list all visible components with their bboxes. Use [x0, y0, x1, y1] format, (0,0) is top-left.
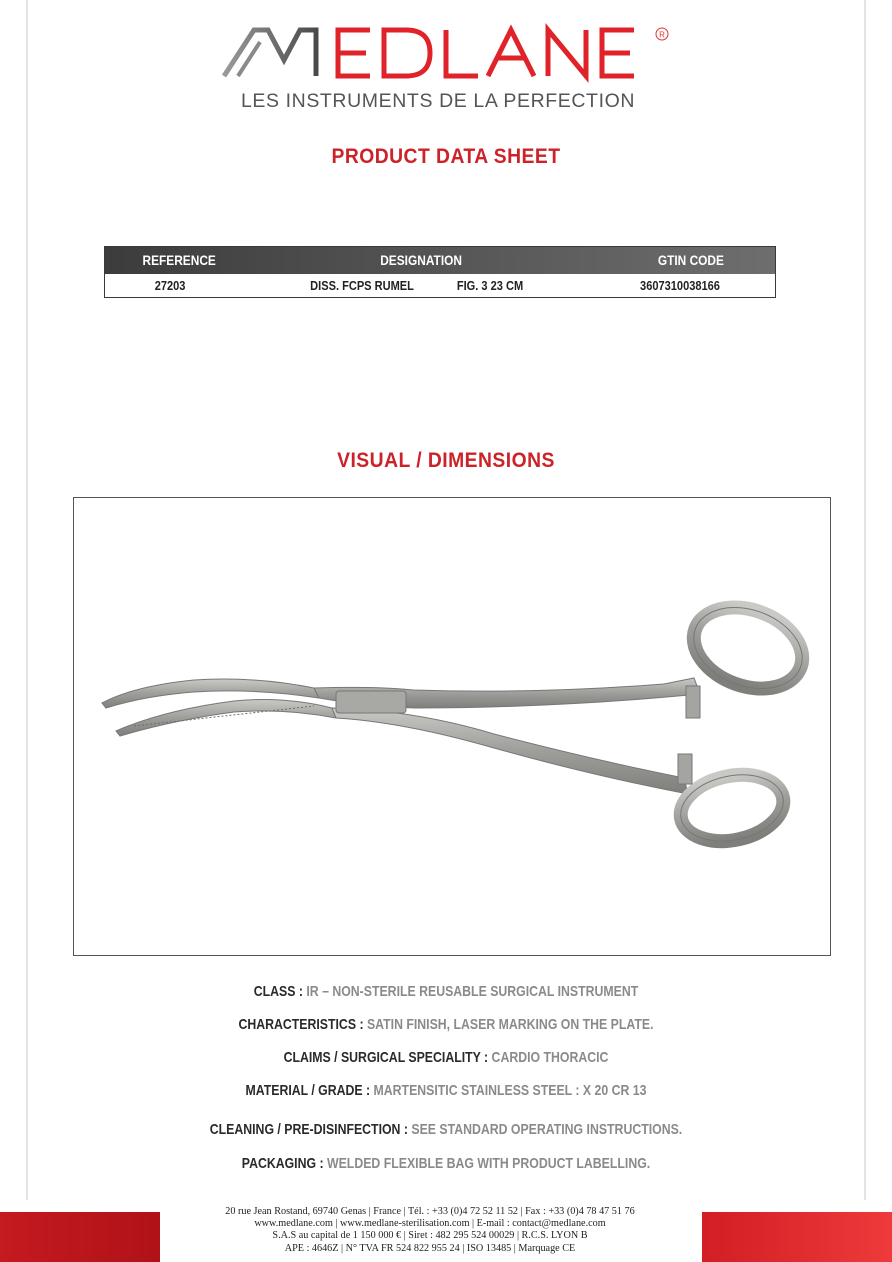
property-class-value: IR – NON-STERILE REUSABLE SURGICAL INSTRUMENT — [306, 983, 639, 1000]
property-cleaning-value: SEE STANDARD OPERATING INSTRUCTIONS. — [411, 1121, 683, 1138]
brand-tagline: LES INSTRUMENTS DE LA PERFECTION — [240, 90, 636, 112]
footer-registration: APE : 4646Z | N° TVA FR 524 822 955 24 | ISO 13485 | Marquage CE — [284, 1242, 576, 1254]
property-packaging-label: PACKAGING : — [241, 1155, 324, 1172]
footer-red-bar-left — [0, 1212, 160, 1262]
reference-table-header — [105, 247, 775, 274]
property-material-label: MATERIAL / GRADE : — [245, 1082, 371, 1099]
property-cleaning-label: CLEANING / PRE-DISINFECTION : — [209, 1121, 408, 1138]
cell-gtin: 3607310038166 — [640, 278, 720, 293]
company-footer — [160, 1206, 700, 1255]
property-material-value: MARTENSITIC STAINLESS STEEL : X 20 CR 13 — [373, 1082, 647, 1099]
property-cleaning — [80, 1121, 811, 1138]
cell-reference: 27203 — [154, 278, 186, 293]
right-border-line — [864, 0, 866, 1200]
cell-figure: FIG. 3 23 CM — [456, 278, 524, 293]
footer-address: 20 rue Jean Rostand, 69740 Genas | France | Tél. : +33 (0)4 72 52 11 52 | Fax : +33 (0)4 78 47 51 76 — [225, 1206, 635, 1217]
property-claims — [80, 1049, 811, 1066]
header-reference: REFERENCE — [142, 252, 216, 268]
footer-red-bar-right — [702, 1212, 892, 1262]
property-characteristics-value: SATIN FINISH, LASER MARKING ON THE PLATE. — [366, 1016, 654, 1033]
page-title: PRODUCT DATA SHEET — [331, 145, 561, 168]
left-border-line — [26, 0, 28, 1200]
product-visual-frame — [73, 497, 831, 956]
property-packaging-value: WELDED FLEXIBLE BAG WITH PRODUCT LABELLING. — [326, 1155, 651, 1172]
table-row — [105, 274, 775, 297]
header-designation: DESIGNATION — [380, 252, 462, 268]
property-claims-value: CARDIO THORACIC — [491, 1049, 609, 1066]
registered-mark: R — [659, 30, 665, 40]
footer-company-capital: S.A.S au capital de 1 150 000 € | Siret : 482 295 524 00029 | R.C.S. LYON B — [272, 1230, 588, 1242]
property-class-label: CLASS : — [253, 983, 303, 1000]
footer-websites: www.medlane.com | www.medlane-sterilisation.com | E-mail : contact@medlane.com — [254, 1218, 606, 1230]
property-material — [80, 1082, 811, 1099]
header-gtin: GTIN CODE — [657, 252, 724, 268]
forceps-image — [74, 498, 830, 955]
property-class — [80, 983, 811, 1000]
property-packaging — [80, 1155, 811, 1172]
property-characteristics-label: CHARACTERISTICS : — [238, 1016, 364, 1033]
cell-designation: DISS. FCPS RUMEL — [310, 278, 414, 293]
property-claims-label: CLAIMS / SURGICAL SPECIALITY : — [283, 1049, 489, 1066]
reference-table — [104, 246, 776, 298]
visual-section-title: VISUAL / DIMENSIONS — [337, 449, 555, 472]
property-characteristics — [80, 1016, 811, 1033]
